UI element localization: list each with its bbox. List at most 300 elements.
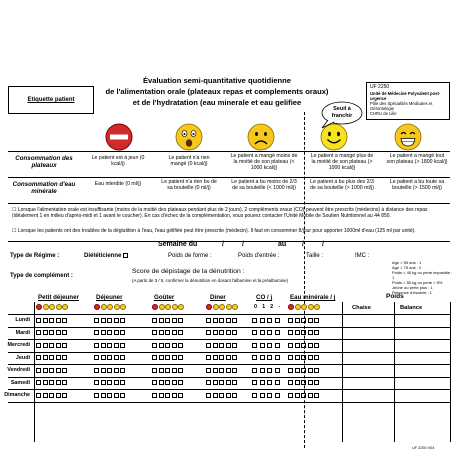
- intake-checkbox[interactable]: [62, 355, 67, 360]
- face-icon: [213, 304, 219, 310]
- stop-icon: [105, 123, 133, 151]
- intake-checkbox[interactable]: [226, 393, 231, 398]
- intake-checkboxes: [152, 393, 183, 398]
- intake-checkbox[interactable]: [314, 393, 319, 398]
- intake-checkbox[interactable]: [165, 368, 170, 373]
- intake-checkbox[interactable]: [213, 368, 218, 373]
- co-checkbox[interactable]: [252, 393, 257, 398]
- threshold-dashed-line: [304, 112, 305, 448]
- table-row-divider: [8, 327, 450, 328]
- intake-checkbox[interactable]: [101, 393, 106, 398]
- co-checkboxes: [252, 393, 280, 398]
- intake-checkbox[interactable]: [43, 318, 48, 323]
- intake-checkbox[interactable]: [301, 368, 306, 373]
- intake-checkbox[interactable]: [308, 393, 313, 398]
- intake-checkbox[interactable]: [172, 380, 177, 385]
- intake-checkbox[interactable]: [301, 393, 306, 398]
- intake-checkbox[interactable]: [295, 393, 300, 398]
- intake-checkbox[interactable]: [295, 380, 300, 385]
- intake-checkbox[interactable]: [232, 343, 237, 348]
- co-numbers: [254, 304, 280, 310]
- intake-checkbox[interactable]: [159, 393, 164, 398]
- intake-checkbox[interactable]: [56, 368, 61, 373]
- intake-checkbox[interactable]: [288, 355, 293, 360]
- intake-checkbox[interactable]: [213, 380, 218, 385]
- intake-checkbox[interactable]: [226, 318, 231, 323]
- intake-checkboxes: [206, 368, 237, 373]
- intake-checkbox[interactable]: [226, 380, 231, 385]
- intake-checkbox[interactable]: [178, 368, 183, 373]
- dieteticienne-checkbox[interactable]: [123, 253, 128, 258]
- stop-icon: [94, 304, 100, 310]
- stop-icon: [36, 304, 42, 310]
- intake-checkbox[interactable]: [308, 330, 313, 335]
- intake-checkbox[interactable]: [114, 355, 119, 360]
- intake-checkbox[interactable]: [213, 393, 218, 398]
- title-line-1: Évaluation semi-quantitative quotidienne: [142, 76, 292, 85]
- intake-checkbox[interactable]: [165, 393, 170, 398]
- uf-box: [366, 82, 450, 120]
- intake-checkboxes: [36, 318, 67, 323]
- intake-checkbox[interactable]: [178, 318, 183, 323]
- intake-checkbox[interactable]: [107, 380, 112, 385]
- grid-vline: [342, 302, 343, 442]
- co-checkbox[interactable]: [267, 355, 272, 360]
- intake-checkbox[interactable]: [206, 330, 211, 335]
- co-checkbox[interactable]: [252, 368, 257, 373]
- intake-checkbox[interactable]: [295, 318, 300, 323]
- intake-checkbox[interactable]: [49, 393, 54, 398]
- co-checkbox[interactable]: [260, 355, 265, 360]
- intake-checkbox[interactable]: [101, 368, 106, 373]
- intake-checkbox[interactable]: [178, 330, 183, 335]
- face-icon: [226, 304, 232, 310]
- intake-checkbox[interactable]: [56, 343, 61, 348]
- intake-checkbox[interactable]: [56, 355, 61, 360]
- intake-checkbox[interactable]: [56, 393, 61, 398]
- co-checkboxes: [252, 355, 280, 360]
- intake-checkbox[interactable]: [94, 330, 99, 335]
- intake-checkbox[interactable]: [94, 368, 99, 373]
- intake-checkbox[interactable]: [232, 368, 237, 373]
- co-number: 1: [262, 304, 266, 310]
- intake-checkbox[interactable]: [213, 318, 218, 323]
- intake-checkbox[interactable]: [152, 330, 157, 335]
- intake-checkbox[interactable]: [36, 368, 41, 373]
- co-checkbox[interactable]: [275, 355, 280, 360]
- smiley-scale-icons: [288, 304, 320, 310]
- intake-checkbox[interactable]: [219, 368, 224, 373]
- intake-checkbox[interactable]: [288, 380, 293, 385]
- regime-option: [84, 253, 128, 259]
- co-checkbox[interactable]: [252, 318, 257, 323]
- intake-checkbox[interactable]: [152, 318, 157, 323]
- table-row-divider: [8, 314, 450, 315]
- semaine-sep-4: /: [322, 241, 324, 248]
- intake-checkbox[interactable]: [308, 355, 313, 360]
- intake-checkbox[interactable]: [120, 355, 125, 360]
- smiley-scale-icons: [152, 304, 184, 310]
- intake-checkbox[interactable]: [94, 380, 99, 385]
- intake-checkbox[interactable]: [94, 393, 99, 398]
- face-icon: [172, 304, 178, 310]
- intake-checkbox[interactable]: [49, 380, 54, 385]
- intake-checkbox[interactable]: [152, 343, 157, 348]
- intake-checkbox[interactable]: [172, 355, 177, 360]
- intake-checkbox[interactable]: [107, 355, 112, 360]
- intake-checkbox[interactable]: [301, 343, 306, 348]
- co-checkbox[interactable]: [260, 380, 265, 385]
- intake-checkbox[interactable]: [232, 380, 237, 385]
- intake-checkbox[interactable]: [120, 380, 125, 385]
- intake-checkbox[interactable]: [232, 330, 237, 335]
- intake-checkboxes: [288, 343, 319, 348]
- intake-checkbox[interactable]: [62, 380, 67, 385]
- co-checkboxes: [252, 380, 280, 385]
- criteria-item: Age > 75 ans : 2: [392, 265, 422, 270]
- grid-vline: [34, 302, 35, 442]
- co-checkbox[interactable]: [275, 393, 280, 398]
- intake-checkbox[interactable]: [314, 368, 319, 373]
- divider: [8, 151, 450, 152]
- intake-checkbox[interactable]: [206, 343, 211, 348]
- intake-checkbox[interactable]: [172, 330, 177, 335]
- intake-checkbox[interactable]: [152, 355, 157, 360]
- intake-checkbox[interactable]: [308, 343, 313, 348]
- intake-checkbox[interactable]: [219, 330, 224, 335]
- intake-checkbox[interactable]: [43, 355, 48, 360]
- plateaux-cell-4: Le patient a mangé plus de la moitié de son plateau (> 1000 kcal/j): [310, 153, 374, 172]
- co-checkbox[interactable]: [260, 343, 265, 348]
- intake-checkbox[interactable]: [178, 380, 183, 385]
- intake-checkbox[interactable]: [36, 330, 41, 335]
- footer-code: UF 2250 V04: [412, 446, 435, 450]
- co-checkbox[interactable]: [260, 318, 265, 323]
- face-icon: [159, 304, 165, 310]
- intake-checkbox[interactable]: [288, 343, 293, 348]
- score-note: (A partir de 3 / 5, confirmer la dénutrition en dosant l'albumine et la préalbumine): [132, 278, 289, 283]
- day-label: Lundi: [15, 317, 30, 323]
- intake-checkbox[interactable]: [36, 393, 41, 398]
- intake-checkbox[interactable]: [232, 355, 237, 360]
- intake-checkbox[interactable]: [165, 380, 170, 385]
- intake-checkboxes: [288, 368, 319, 373]
- co-checkbox[interactable]: [252, 343, 257, 348]
- intake-checkbox[interactable]: [101, 355, 106, 360]
- intake-checkbox[interactable]: [219, 380, 224, 385]
- co-number: 2: [270, 304, 274, 310]
- intake-checkbox[interactable]: [56, 330, 61, 335]
- intake-checkbox[interactable]: [206, 380, 211, 385]
- intake-checkbox[interactable]: [314, 380, 319, 385]
- intake-checkbox[interactable]: [172, 318, 177, 323]
- intake-checkboxes: [206, 355, 237, 360]
- col-gouter: Goûter: [154, 294, 175, 301]
- intake-checkboxes: [152, 368, 183, 373]
- intake-checkbox[interactable]: [36, 380, 41, 385]
- intake-checkbox[interactable]: [101, 380, 106, 385]
- intake-checkbox[interactable]: [219, 355, 224, 360]
- intake-checkbox[interactable]: [62, 318, 67, 323]
- intake-checkbox[interactable]: [114, 318, 119, 323]
- intake-checkbox[interactable]: [94, 343, 99, 348]
- intake-checkbox[interactable]: [107, 330, 112, 335]
- intake-checkbox[interactable]: [120, 393, 125, 398]
- intake-checkbox[interactable]: [159, 330, 164, 335]
- intake-checkbox[interactable]: [159, 380, 164, 385]
- co-checkbox[interactable]: [260, 393, 265, 398]
- intake-checkbox[interactable]: [152, 368, 157, 373]
- intake-checkbox[interactable]: [36, 355, 41, 360]
- eau-row-title: Consommation d'eau minérale: [12, 181, 76, 195]
- intake-checkbox[interactable]: [43, 393, 48, 398]
- intake-checkbox[interactable]: [159, 368, 164, 373]
- intake-checkbox[interactable]: [219, 343, 224, 348]
- intake-checkbox[interactable]: [114, 380, 119, 385]
- intake-checkbox[interactable]: [172, 343, 177, 348]
- intake-checkbox[interactable]: [178, 343, 183, 348]
- face-icon: [301, 304, 307, 310]
- intake-checkbox[interactable]: [62, 330, 67, 335]
- intake-checkbox[interactable]: [62, 368, 67, 373]
- intake-checkbox[interactable]: [159, 355, 164, 360]
- intake-checkbox[interactable]: [49, 355, 54, 360]
- intake-checkbox[interactable]: [107, 343, 112, 348]
- intake-checkbox[interactable]: [107, 368, 112, 373]
- co-checkbox[interactable]: [267, 330, 272, 335]
- face-icon: [120, 304, 126, 310]
- intake-checkbox[interactable]: [295, 355, 300, 360]
- intake-checkboxes: [36, 380, 67, 385]
- intake-checkbox[interactable]: [232, 393, 237, 398]
- intake-checkbox[interactable]: [165, 355, 170, 360]
- intake-checkbox[interactable]: [295, 368, 300, 373]
- co-checkbox[interactable]: [252, 380, 257, 385]
- intake-checkbox[interactable]: [62, 393, 67, 398]
- face-icon: [314, 304, 320, 310]
- intake-checkboxes: [152, 343, 183, 348]
- eau-cell-3: Le patient a bu moins de 2/3 de sa bouteille (< 1000 ml/j): [231, 179, 297, 192]
- intake-checkbox[interactable]: [288, 393, 293, 398]
- co-checkbox[interactable]: [267, 318, 272, 323]
- intake-checkbox[interactable]: [101, 318, 106, 323]
- day-label: Mercredi: [7, 342, 30, 348]
- intake-checkboxes: [152, 330, 183, 335]
- intake-checkboxes: [36, 343, 67, 348]
- title-line-2: de l'alimentation orale (plateaux repas et complements oraux): [105, 87, 329, 96]
- intake-checkboxes: [94, 318, 125, 323]
- intake-checkbox[interactable]: [288, 330, 293, 335]
- co-checkbox[interactable]: [275, 380, 280, 385]
- intake-checkboxes: [36, 393, 67, 398]
- day-label: Mardi: [15, 329, 30, 336]
- intake-checkbox[interactable]: [43, 380, 48, 385]
- intake-checkbox[interactable]: [120, 343, 125, 348]
- co-checkbox[interactable]: [275, 318, 280, 323]
- score-title: Score de dépistage de la dénutrition :: [132, 268, 245, 275]
- intake-checkbox[interactable]: [120, 330, 125, 335]
- intake-checkbox[interactable]: [178, 355, 183, 360]
- intake-checkbox[interactable]: [49, 343, 54, 348]
- eau-cell-1: Eau interdite (0 ml/j): [94, 181, 142, 187]
- intake-checkboxes: [36, 330, 67, 335]
- intake-checkbox[interactable]: [219, 318, 224, 323]
- intake-checkbox[interactable]: [43, 343, 48, 348]
- intake-checkbox[interactable]: [206, 368, 211, 373]
- intake-checkbox[interactable]: [301, 330, 306, 335]
- stop-icon: [152, 304, 158, 310]
- intake-checkbox[interactable]: [206, 355, 211, 360]
- co-checkbox[interactable]: [267, 368, 272, 373]
- intake-checkbox[interactable]: [172, 393, 177, 398]
- intake-checkbox[interactable]: [288, 318, 293, 323]
- intake-checkbox[interactable]: [152, 380, 157, 385]
- intake-checkbox[interactable]: [120, 368, 125, 373]
- intake-checkbox[interactable]: [206, 318, 211, 323]
- divider: [8, 177, 450, 178]
- intake-checkbox[interactable]: [226, 355, 231, 360]
- intake-checkboxes: [152, 318, 183, 323]
- day-label: Jeudi: [15, 354, 30, 361]
- face-icon: [101, 304, 107, 310]
- co-checkboxes: [252, 330, 280, 335]
- intake-checkbox[interactable]: [314, 330, 319, 335]
- co-checkbox[interactable]: [275, 330, 280, 335]
- intake-checkboxes: [206, 318, 237, 323]
- intake-checkbox[interactable]: [308, 368, 313, 373]
- intake-checkbox[interactable]: [226, 368, 231, 373]
- title-line-3: et de l'hydratation (eau minerale et eau gelifiee: [132, 98, 302, 107]
- intake-checkbox[interactable]: [94, 355, 99, 360]
- poids-entree-label: Poids d'entrée :: [238, 253, 280, 259]
- smiley-scale-icons: [36, 304, 68, 310]
- semaine-label: Semaine du: [158, 241, 198, 248]
- intake-checkbox[interactable]: [165, 330, 170, 335]
- co-checkboxes: [252, 343, 280, 348]
- intake-checkboxes: [36, 355, 67, 360]
- intake-checkbox[interactable]: [159, 343, 164, 348]
- intake-checkbox[interactable]: [172, 368, 177, 373]
- intake-checkbox[interactable]: [301, 318, 306, 323]
- intake-checkboxes: [94, 380, 125, 385]
- intake-checkbox[interactable]: [94, 318, 99, 323]
- intake-checkbox[interactable]: [314, 355, 319, 360]
- plateaux-cell-3: Le patient a mangé moins de la moitié de son plateau (< 1000 kcal/j): [230, 153, 298, 172]
- divider: [8, 241, 450, 242]
- intake-checkbox[interactable]: [152, 393, 157, 398]
- criteria-item: Age > 55 ans : 1: [392, 260, 422, 265]
- intake-checkbox[interactable]: [226, 330, 231, 335]
- co-checkbox[interactable]: [252, 355, 257, 360]
- intake-checkbox[interactable]: [101, 330, 106, 335]
- intake-checkbox[interactable]: [213, 330, 218, 335]
- intake-checkbox[interactable]: [165, 343, 170, 348]
- face-icon: [56, 304, 62, 310]
- co-checkbox[interactable]: [267, 343, 272, 348]
- intake-checkbox[interactable]: [62, 343, 67, 348]
- intake-checkboxes: [36, 368, 67, 373]
- co-checkbox[interactable]: [275, 343, 280, 348]
- intake-checkbox[interactable]: [49, 368, 54, 373]
- intake-checkbox[interactable]: [295, 330, 300, 335]
- intake-checkbox[interactable]: [165, 318, 170, 323]
- plateaux-cell-2: Le patient n'a rien mangé (0 kcal/j): [168, 155, 210, 168]
- intake-checkbox[interactable]: [114, 393, 119, 398]
- intake-checkbox[interactable]: [56, 380, 61, 385]
- table-row-divider: [8, 402, 450, 403]
- criteria-item: Jeûne ou perte plus : 1: [392, 285, 433, 290]
- co-checkbox[interactable]: [260, 368, 265, 373]
- table-row-divider: [8, 377, 450, 378]
- intake-checkbox[interactable]: [43, 368, 48, 373]
- uf-line-2: Pôle des Spécialités Médicales et Gérontologie: [370, 101, 433, 111]
- intake-checkbox[interactable]: [56, 318, 61, 323]
- intake-checkbox[interactable]: [213, 343, 218, 348]
- co-checkbox[interactable]: [267, 380, 272, 385]
- poids-title: Poids: [386, 293, 404, 300]
- intake-checkbox[interactable]: [107, 318, 112, 323]
- intake-checkbox[interactable]: [301, 355, 306, 360]
- intake-checkboxes: [94, 393, 125, 398]
- intake-checkbox[interactable]: [49, 318, 54, 323]
- intake-checkbox[interactable]: [288, 368, 293, 373]
- chaise-header: Chaise: [352, 305, 372, 311]
- co-checkbox[interactable]: [267, 393, 272, 398]
- plateaux-cell-1: Le patient est à jeun (0 kcal/j): [91, 155, 145, 168]
- intake-checkbox[interactable]: [43, 330, 48, 335]
- intake-checkbox[interactable]: [232, 318, 237, 323]
- intake-checkboxes: [94, 330, 125, 335]
- patient-label-box: [8, 86, 94, 114]
- intake-checkbox[interactable]: [226, 343, 231, 348]
- intake-checkbox[interactable]: [49, 330, 54, 335]
- intake-checkbox[interactable]: [178, 393, 183, 398]
- intake-checkbox[interactable]: [301, 380, 306, 385]
- intake-checkbox[interactable]: [308, 380, 313, 385]
- intake-checkbox[interactable]: [295, 343, 300, 348]
- intake-checkbox[interactable]: [36, 318, 41, 323]
- co-checkbox[interactable]: [260, 330, 265, 335]
- intake-checkbox[interactable]: [114, 343, 119, 348]
- intake-checkbox[interactable]: [114, 330, 119, 335]
- intake-checkbox[interactable]: [314, 343, 319, 348]
- intake-checkbox[interactable]: [219, 393, 224, 398]
- criteria-list: [392, 260, 454, 295]
- criteria-item: Poids < 45 kg ou perte imposible : 1: [392, 270, 453, 280]
- bullet-2: [12, 228, 444, 234]
- co-checkbox[interactable]: [275, 368, 280, 373]
- table-row-divider: [8, 352, 450, 353]
- intake-checkbox[interactable]: [308, 318, 313, 323]
- intake-checkbox[interactable]: [159, 318, 164, 323]
- regime-label: Type de Régime :: [10, 253, 60, 259]
- co-checkbox[interactable]: [252, 330, 257, 335]
- intake-checkbox[interactable]: [114, 368, 119, 373]
- intake-checkbox[interactable]: [36, 343, 41, 348]
- intake-checkbox[interactable]: [213, 355, 218, 360]
- grid-vline: [394, 302, 395, 442]
- intake-checkbox[interactable]: [206, 393, 211, 398]
- face-icon: [49, 304, 55, 310]
- intake-checkbox[interactable]: [107, 393, 112, 398]
- intake-checkbox[interactable]: [101, 343, 106, 348]
- intake-checkbox[interactable]: [314, 318, 319, 323]
- intake-checkbox[interactable]: [120, 318, 125, 323]
- co-number: 0: [254, 304, 258, 310]
- face-icon: [308, 304, 314, 310]
- intake-checkboxes: [206, 330, 237, 335]
- shocked-face-icon: [175, 123, 203, 151]
